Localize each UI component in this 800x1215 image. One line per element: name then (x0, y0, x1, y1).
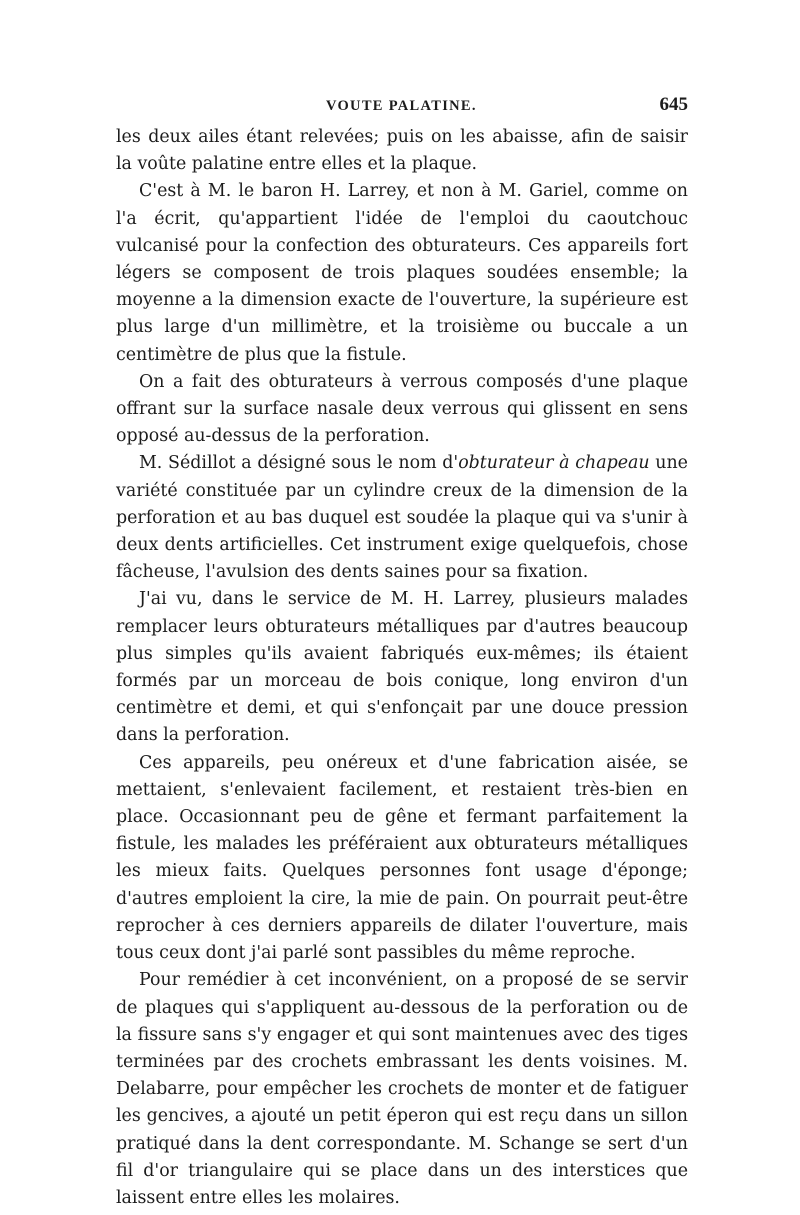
paragraph-bois-conique: J'ai vu, dans le service de M. H. Larrey, plusieurs malades remplacer leurs obturateurs métalliques par d'autres beaucoup plus simples qu'ils avaient fabriqués eux-mêmes; ils étaient formés par un morceau de bois conique, long environ d'un centimètre et demi, et qui s'enfonçait par une douce pression dans la perforation. (116, 589, 688, 746)
paragraph-sedillot (116, 450, 688, 586)
paragraph-continuation: les deux ailes étant relevées; puis on les abaisse, afin de saisir la voûte palatine entre elles et la plaque. (116, 127, 688, 175)
paragraph-appareils: Ces appareils, peu onéreux et d'une fabrication aisée, se mettaient, s'enlevaient facilement, et restaient très-bien en place. Occasionnant peu de gêne et fermant parfaitement la fistule, les malades les préféraient aux obturateurs métalliques les mieux faits. Quelques personnes font usage d'éponge; d'autres emploient la cire, la mie de pain. On pourrait peut-être reprocher à ces derniers appareils de dilater l'ouverture, mais tous ceux dont j'ai parlé sont passibles du même reproche. (116, 752, 688, 964)
sedillot-text-before: M. Sédillot a désigné sous le nom d' (139, 453, 459, 474)
paragraph-larrey-caoutchouc: C'est à M. le baron H. Larrey, et non à M. Gariel, comme on l'a écrit, qu'appartient l'idée de l'emploi du caoutchouc vulcanisé pour la confection des obturateurs. Ces appareils fort légers se composent de trois plaques soudées ensemble; la moyenne a la dimension exacte de l'ouverture, la supérieure est plus large d'un millimètre, et la troisième ou buccale a un centimètre de plus que la fistule. (116, 181, 688, 365)
sedillot-italic-term: obturateur à chapeau (458, 453, 650, 474)
paragraph-verrous: On a fait des obturateurs à verrous composés d'une plaque offrant sur la surface nasale deux verrous qui glissent en sens opposé au-dessus de la perforation. (116, 371, 688, 447)
running-head (116, 92, 688, 122)
book-page (116, 92, 688, 1212)
page-number: 645 (659, 94, 688, 115)
paragraph-plaques-crochets: Pour remédier à cet inconvénient, on a proposé de se servir de plaques qui s'appliquent au-dessous de la perforation ou de la fissure sans s'y engager et qui sont maintenues avec des tiges terminées par des crochets embrassant les dents voisines. M. Delabarre, pour empêcher les crochets de monter et de fatiguer les gencives, a ajouté un petit éperon qui est reçu dans un sillon pratiqué dans la dent correspondante. M. Schange se sert d'un fil d'or triangulaire qui se place dans un des interstices que laissent entre elles les molaires. (116, 970, 688, 1208)
running-title: VOUTE PALATINE. (326, 98, 477, 114)
sedillot-text-after: une variété constituée par un cylindre creux de la dimension de la perforation et au bas duquel est soudée la plaque qui va s'unir à deux dents artificielles. Cet instrument exige quelquefois, chose fâcheuse, l'avulsion des dents saines pour sa fixation. (116, 453, 688, 583)
body-text (116, 124, 688, 1212)
